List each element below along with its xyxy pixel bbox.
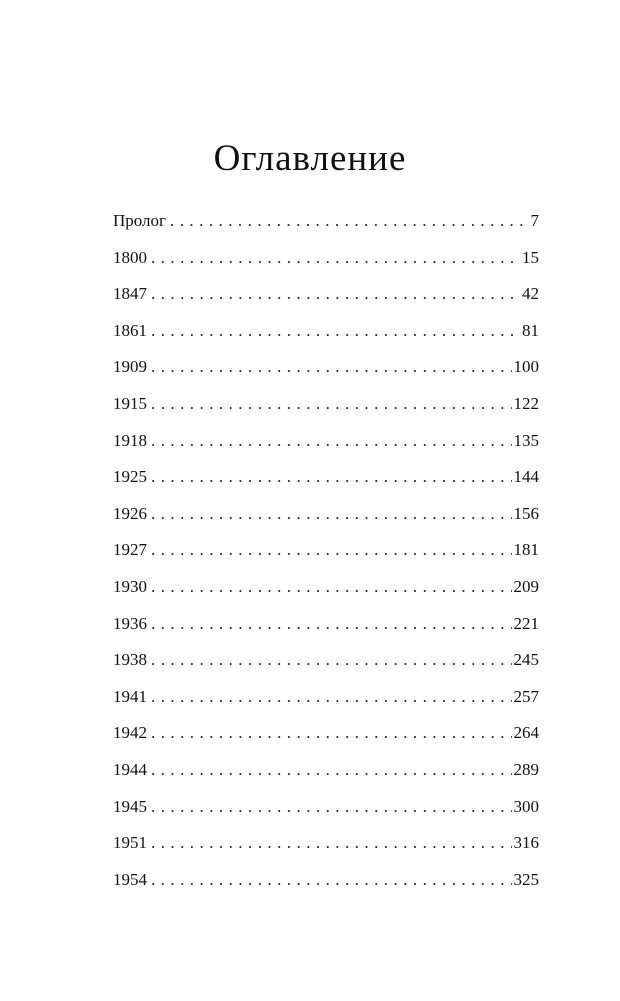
toc-entry-page-number: 316	[513, 833, 539, 853]
toc-entry	[113, 352, 539, 389]
toc-entry	[113, 828, 539, 865]
dot-leader	[151, 462, 512, 492]
dot-leader	[151, 718, 512, 748]
toc-entry	[113, 718, 539, 755]
toc-entry-label: 1945	[113, 796, 147, 816]
dot-leader	[151, 426, 512, 456]
dot-leader	[151, 499, 512, 529]
toc-entry	[113, 389, 539, 426]
toc-entry-label: 1938	[113, 650, 147, 670]
dot-leader	[151, 535, 512, 565]
toc-entry-label: 1930	[113, 576, 147, 596]
toc-entry-label: 1918	[113, 430, 147, 450]
toc-entry-label: 1944	[113, 759, 147, 779]
toc-entry-page-number: 135	[513, 430, 539, 450]
toc-entry-page-number: 209	[513, 576, 539, 596]
toc-entry-label: 1954	[113, 869, 147, 889]
dot-leader	[151, 609, 512, 639]
toc-entry-page-number: 42	[522, 284, 539, 304]
dot-leader	[151, 828, 512, 858]
toc-entry-label: 1927	[113, 540, 147, 560]
toc-entry-label: 1800	[113, 247, 147, 267]
toc-entry	[113, 682, 539, 719]
toc-entry-page-number: 181	[513, 540, 539, 560]
page-title: Оглавление	[213, 138, 407, 179]
toc-entry-label: 1915	[113, 393, 147, 413]
toc-entry-label: 1925	[113, 467, 147, 487]
dot-leader	[151, 572, 512, 602]
dot-leader	[151, 389, 512, 419]
table-of-contents	[113, 206, 539, 901]
toc-entry	[113, 755, 539, 792]
toc-entry	[113, 426, 539, 463]
dot-leader	[151, 682, 512, 712]
toc-entry-page-number: 325	[513, 869, 539, 889]
toc-entry-label: 1941	[113, 686, 147, 706]
toc-entry-page-number: 300	[513, 796, 539, 816]
dot-leader	[151, 755, 512, 785]
toc-entry	[113, 865, 539, 902]
toc-entry-page-number: 289	[513, 759, 539, 779]
toc-entry-page-number: 7	[530, 211, 539, 230]
toc-entry-page-number: 100	[513, 357, 539, 377]
toc-entry-label: 1951	[113, 833, 147, 853]
toc-entry	[113, 243, 539, 280]
dot-leader	[151, 645, 512, 675]
toc-entry	[113, 609, 539, 646]
dot-leader	[151, 316, 520, 346]
dot-leader	[151, 352, 512, 382]
toc-entry	[113, 499, 539, 536]
dot-leader	[151, 865, 512, 895]
toc-entry	[113, 316, 539, 353]
dot-leader	[151, 243, 520, 273]
toc-entry-label: 1926	[113, 503, 147, 523]
toc-entry-page-number: 15	[522, 247, 539, 267]
toc-entry	[113, 792, 539, 829]
dot-leader	[151, 279, 520, 309]
toc-entry	[113, 535, 539, 572]
toc-entry-label: 1936	[113, 613, 147, 633]
toc-entry-page-number: 264	[513, 723, 539, 743]
toc-entry	[113, 206, 539, 243]
toc-entry-page-number: 245	[513, 650, 539, 670]
toc-entry-page-number: 221	[513, 613, 539, 633]
toc-entry	[113, 572, 539, 609]
dot-leader	[170, 206, 528, 236]
toc-entry	[113, 645, 539, 682]
toc-entry-page-number: 122	[513, 393, 539, 413]
toc-entry-label: 1942	[113, 723, 147, 743]
toc-entry-label: 1847	[113, 284, 147, 304]
toc-entry-page-number: 156	[513, 503, 539, 523]
toc-entry	[113, 462, 539, 499]
toc-entry-label: 1861	[113, 320, 147, 340]
toc-entry-label: 1909	[113, 357, 147, 377]
toc-entry-page-number: 144	[513, 467, 539, 487]
toc-entry-label: Пролог	[113, 211, 167, 230]
toc-entry-page-number: 257	[513, 686, 539, 706]
dot-leader	[151, 792, 512, 822]
toc-entry	[113, 279, 539, 316]
toc-entry-page-number: 81	[522, 320, 539, 340]
